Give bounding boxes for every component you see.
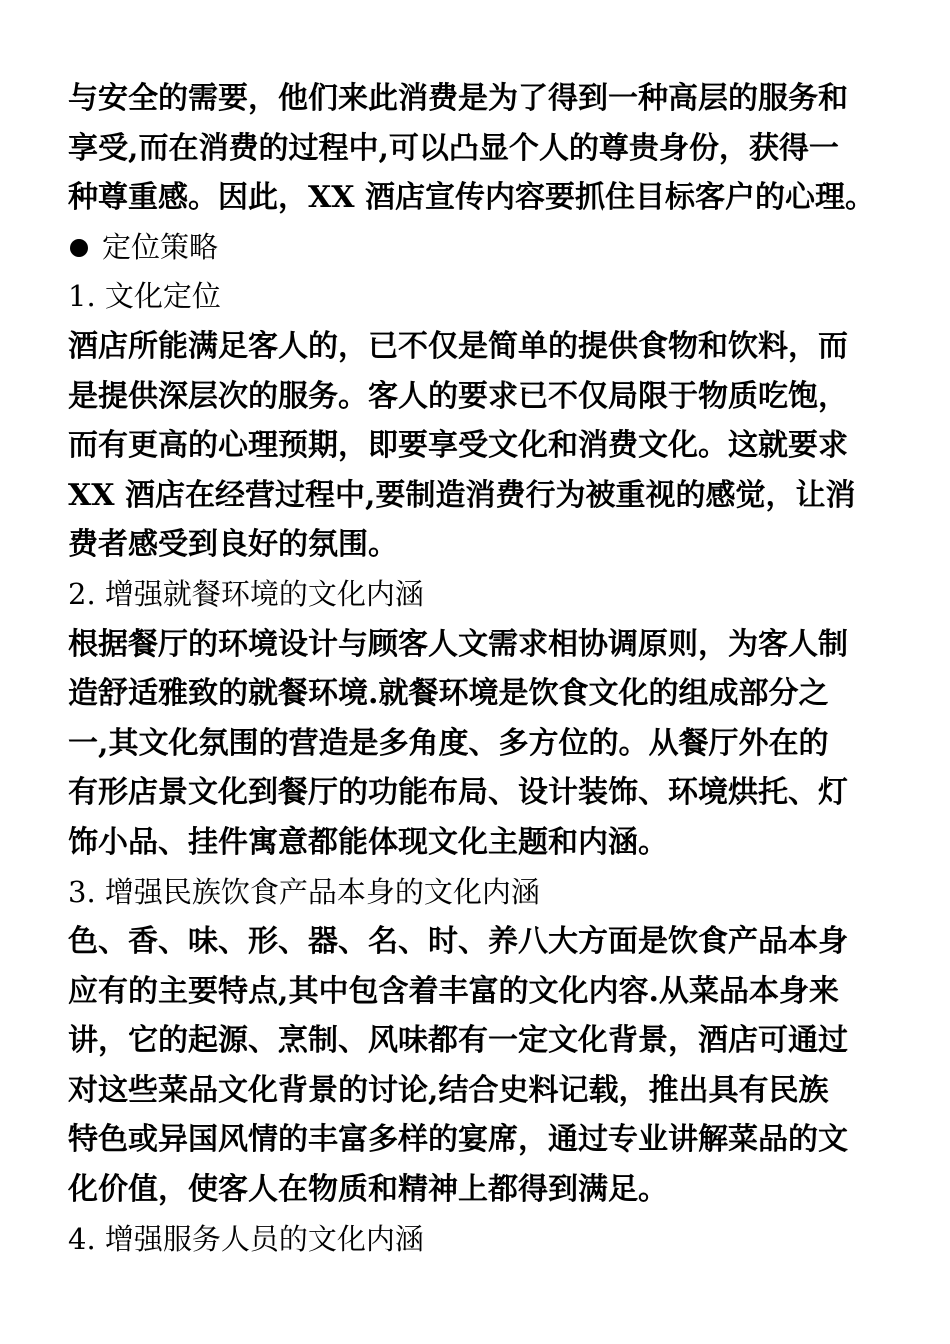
paragraph-line: 对这些菜品文化背景的讨论,结合史料记载，推出具有民族 bbox=[68, 1072, 829, 1108]
paragraph-line: 特色或异国风情的丰富多样的宴席，通过专业讲解菜品的文 bbox=[68, 1122, 848, 1158]
paragraph-line: 色、香、味、形、器、名、时、养八大方面是饮食产品本身 bbox=[68, 924, 848, 960]
paragraph-line: 是提供深层次的服务。客人的要求已不仅局限于物质吃饱， bbox=[68, 378, 848, 414]
section-heading: 1. 文化定位 bbox=[68, 279, 221, 314]
intro-line: 种尊重感。因此，XX 酒店宣传内容要抓住目标客户的心理。 bbox=[68, 180, 875, 216]
paragraph-line: 饰小品、挂件寓意都能体现文化主题和内涵。 bbox=[68, 824, 668, 860]
bullet-heading: 定位策略 bbox=[102, 229, 219, 264]
bullet-heading-row bbox=[68, 223, 868, 273]
paragraph-line: 费者感受到良好的氛围。 bbox=[68, 527, 398, 563]
paragraph-line: 而有更高的心理预期，即要享受文化和消费文化。这就要求 bbox=[68, 428, 848, 464]
paragraph-line: XX 酒店在经营过程中,要制造消费行为被重视的感觉，让消 bbox=[68, 477, 856, 513]
bullet-icon bbox=[70, 239, 88, 257]
paragraph-line: 有形店景文化到餐厅的功能布局、设计装饰、环境烘托、灯 bbox=[68, 775, 848, 811]
section-heading: 3. 增强民族饮食产品本身的文化内涵 bbox=[68, 874, 540, 909]
intro-line: 享受,而在消费的过程中,可以凸显个人的尊贵身份，获得一 bbox=[68, 130, 839, 166]
section-heading: 4. 增强服务人员的文化内涵 bbox=[68, 1221, 424, 1256]
intro-line: 与安全的需要，他们来此消费是为了得到一种高层的服务和 bbox=[68, 81, 848, 116]
paragraph-line: 化价值，使客人在物质和精神上都得到满足。 bbox=[68, 1172, 668, 1208]
paragraph-line: 应有的主要特点,其中包含着丰富的文化内容.从菜品本身来 bbox=[68, 973, 839, 1009]
paragraph-line: 酒店所能满足客人的，已不仅是简单的提供食物和饮料，而 bbox=[68, 328, 848, 364]
paragraph-line: 造舒适雅致的就餐环境.就餐环境是饮食文化的组成部分之 bbox=[68, 676, 829, 712]
paragraph-line: 一,其文化氛围的营造是多角度、多方位的。从餐厅外在的 bbox=[68, 725, 829, 761]
paragraph-line: 根据餐厅的环境设计与顾客人文需求相协调原则，为客人制 bbox=[68, 626, 848, 662]
paragraph-line: 讲，它的起源、烹制、风味都有一定文化背景，酒店可通过 bbox=[68, 1023, 848, 1059]
section-heading: 2. 增强就餐环境的文化内涵 bbox=[68, 576, 424, 611]
document-page bbox=[68, 74, 875, 1264]
